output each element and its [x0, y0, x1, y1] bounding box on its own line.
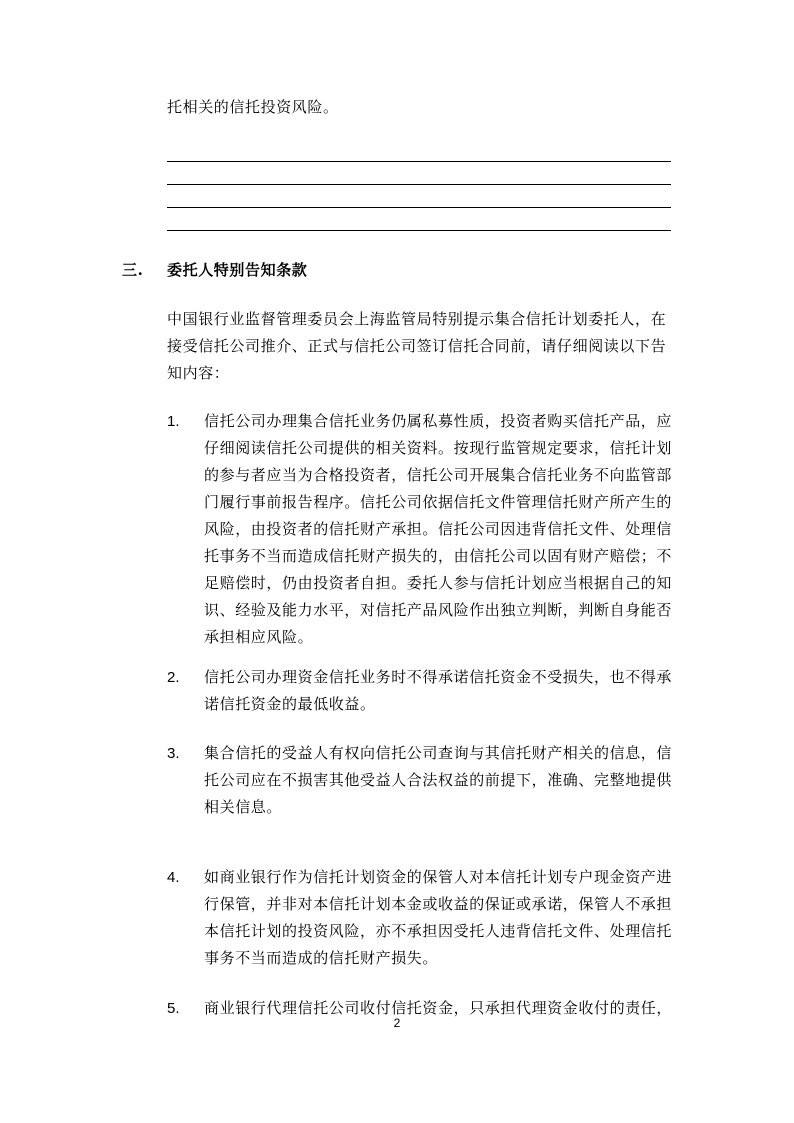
list-item-number: 2.: [167, 669, 180, 686]
blank-line-3: [167, 207, 671, 208]
list-item-number: 1.: [167, 413, 180, 430]
continuation-line: 托相关的信托投资风险。: [167, 98, 339, 116]
blank-line-4: [167, 230, 671, 231]
list-item-number: 5.: [167, 1000, 180, 1017]
list-item-number: 4.: [167, 869, 180, 886]
list-item-text: 商业银行代理信托公司收付信托资金，只承担代理资金收付的责任，: [204, 999, 673, 1017]
list-item-text: 信托公司办理集合信托业务仍属私募性质，投资者购买信托产品，应仔细阅读信托公司提供的相关资料。按现行监管规定要求，信托计划的参与者应当为合格投资者，信托公司开展集合信托业务不向监管部门履行事前报告程序。信托公司依据信托文件管理信托财产所产生的风险，由投资者的信托财产承担。信托公司因违背信托文件、处理信托事务不当而造成信托财产损失的，由信托公司以固有财产赔偿；不足赔偿时，仍由投资者自担。委托人参与信托计划应当根据自己的知识、经验及能力水平，对信托产品风险作出独立判断，判断自身能否承担相应风险。: [204, 412, 673, 646]
intro-paragraph: 中国银行业监督管理委员会上海监管局特别提示集合信托计划委托人，在接受信托公司推介、正式与信托公司签订信托合同前，请仔细阅读以下告知内容：: [167, 310, 667, 382]
list-item-text: 如商业银行作为信托计划资金的保管人对本信托计划专户现金资产进行保管，并非对本信托计划本金或收益的保证或承诺，保管人不承担本信托计划的投资风险，亦不承担因受托人违背信托文件、处理信托事务不当而造成的信托财产损失。: [204, 868, 673, 967]
list-item-number: 3.: [167, 745, 180, 762]
blank-line-1: [167, 161, 671, 162]
section-title: 委托人特别告知条款: [167, 261, 308, 279]
page-number: 2: [393, 1016, 401, 1030]
section-number: 三.: [122, 261, 144, 279]
list-item-text: 集合信托的受益人有权向信托公司查询与其信托财产相关的信息，信托公司应在不损害其他受益人合法权益的前提下，准确、完整地提供相关信息。: [204, 744, 673, 816]
list-item-text: 信托公司办理资金信托业务时不得承诺信托资金不受损失，也不得承诺信托资金的最低收益。: [204, 668, 673, 713]
blank-line-2: [167, 184, 671, 185]
